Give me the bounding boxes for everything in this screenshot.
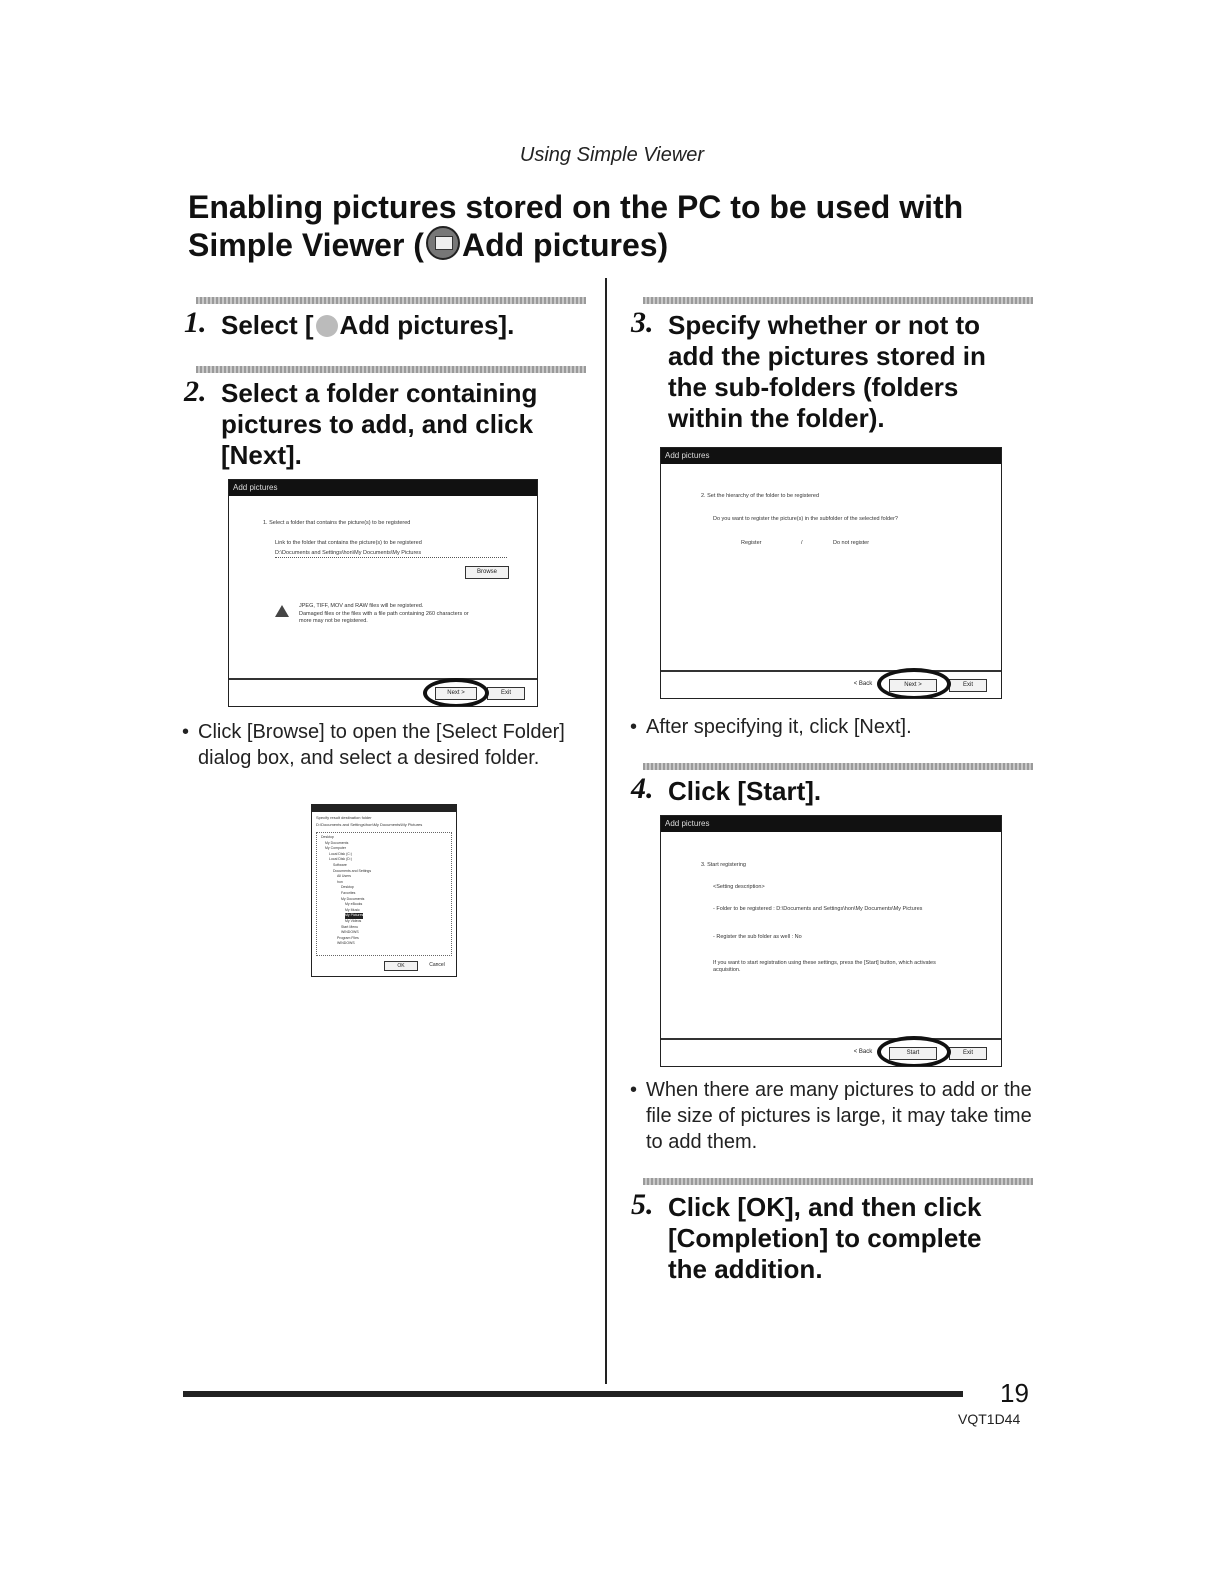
step-2-note [182,719,578,771]
exit-button[interactable]: Exit [949,679,987,692]
start-instruction: If you want to start registration using these settings, press the [Start] button, which activates acquisition. [713,960,936,973]
next-button[interactable]: Next > [435,687,477,700]
ok-button[interactable]: OK [384,961,418,971]
bullet-dot: • [182,721,190,743]
back-button[interactable]: < Back [853,1049,873,1055]
add-pictures-icon [426,226,460,260]
step-4-number: 4. [631,772,654,805]
folder-path-field[interactable]: D:\Documents and Settings\hon\My Documents\My Pictures [275,550,507,558]
next-button[interactable]: Next > [889,679,937,692]
option-separator: / [801,540,803,546]
step-1-text-b: Add pictures]. [339,310,515,340]
footer-rule [183,1391,963,1397]
step-4-bar [643,763,1033,770]
tree-item[interactable]: My Music [345,907,360,912]
tree-item[interactable]: Desktop [321,835,334,839]
step-4-note-text: When there are many pictures to add or the file size of pictures is large, it may take time to add them. [646,1079,1032,1153]
step-1-bar [196,297,586,304]
dialog-footer-rule [661,670,1001,672]
title-line-2a: Simple Viewer ( [188,227,424,263]
dialog-titlebar: Add pictures [661,448,1001,464]
step-2-text: Select a folder containing pictures to add, and click [Next]. [221,378,538,470]
select-folder-dialog [311,804,457,977]
tree-item[interactable]: WINDOWS [341,930,359,935]
bullet-dot: • [630,1079,638,1101]
dialog-instruction: 1. Select a folder that contains the picture(s) to be registered [263,520,411,526]
step-5-text: Click [OK], and then click [Completion] to complete the addition. [668,1192,982,1284]
step-3-note [630,714,1026,740]
dialog-instruction: 3. Start registering [701,862,746,868]
browse-button[interactable]: Browse [465,566,509,579]
tree-item[interactable]: All Users [337,874,352,879]
tree-item[interactable]: My eBooks [345,902,363,907]
highlight-ring [423,678,489,707]
step-1-text-a: Select [ [221,310,314,340]
tree-item-selected[interactable]: My Pictures [345,913,364,918]
dialog-titlebar [312,805,456,812]
step-5-bar [643,1178,1033,1185]
step-1-number: 1. [184,306,207,339]
tree-item[interactable]: Software [333,863,347,867]
tree-item[interactable]: My Computer [325,846,347,851]
tree-item[interactable]: My Documents [341,896,365,901]
exit-button[interactable]: Exit [487,687,525,700]
column-divider [605,278,607,1384]
title-line-1: Enabling pictures stored on the PC to be used with [188,189,964,225]
add-pictures-small-icon [316,315,338,337]
dialog-footer-rule [229,678,537,680]
add-pictures-dialog-step2 [228,479,538,707]
start-button[interactable]: Start [889,1047,937,1060]
tree-item[interactable]: My Documents [325,840,349,845]
tree-item[interactable]: Program Files [337,935,359,940]
page-title [188,188,1048,264]
tree-item[interactable]: Favorites [341,891,356,895]
step-3-note-text: After specifying it, click [Next]. [646,716,912,738]
tree-item[interactable]: hon [337,879,343,884]
step-3-text: Specify whether or not to add the pictures stored in the sub-folders (folders within the folder). [668,310,986,433]
exit-button[interactable]: Exit [949,1047,987,1060]
tree-item[interactable]: WINDOWS [337,941,355,946]
select-folder-caption: Specify result destination folder [316,815,372,820]
step-3-bar [643,297,1033,304]
step-2-note-text: Click [Browse] to open the [Select Folder] dialog box, and select a desired folder. [198,721,565,769]
tree-item[interactable]: Local Disk (D:) [329,857,352,862]
step-4-text: Click [Start]. [668,776,822,806]
document-code: VQT1D44 [958,1411,1021,1427]
register-subfolder-setting: - Register the sub folder as well : No [713,934,802,940]
tree-item[interactable]: Start Menu [341,924,359,929]
step-1-text [221,310,591,341]
tree-item[interactable]: Local Disk (C:) [329,851,352,856]
tree-item[interactable]: My Videos [345,919,362,923]
dialog-footer-rule [661,1038,1001,1040]
folder-tree[interactable] [316,832,452,956]
bullet-dot: • [630,716,638,738]
highlight-ring [877,1036,951,1067]
step-2-bar [196,366,586,373]
dialog-question: Do you want to register the picture(s) in the subfolder of the selected folder? [713,516,898,522]
back-button[interactable]: < Back [853,681,873,687]
cancel-button[interactable]: Cancel [429,962,445,968]
running-head: Using Simple Viewer [519,144,705,166]
add-pictures-dialog-step4 [660,815,1002,1067]
title-line-2b: Add pictures) [461,227,669,263]
setting-description-label: <Setting description> [713,884,765,890]
dialog-titlebar: Add pictures [229,480,537,496]
step-3-number: 3. [631,306,654,339]
warning-icon [275,605,289,617]
step-4-note [630,1077,1032,1155]
do-not-register-radio[interactable]: Do not register [833,540,870,546]
tree-item[interactable]: Desktop [341,885,354,890]
step-2-number: 2. [184,375,207,408]
step-5-number: 5. [631,1188,654,1221]
page-number: 19 [1000,1378,1029,1408]
register-radio[interactable]: Register [741,540,762,546]
folder-to-register: - Folder to be registered : D:\Documents and Settings\hon\My Documents\My Pictures [713,906,923,912]
highlight-ring [877,668,951,699]
folder-label: Link to the folder that contains the picture(s) to be registered [275,540,422,546]
warning-text-2: Damaged files or the files with a file path containing 260 characters or more may not be registered. [299,611,469,624]
dialog-titlebar: Add pictures [661,816,1001,832]
add-pictures-dialog-step3 [660,447,1002,699]
warning-text-1: JPEG, TIFF, MOV and RAW files will be registered. [299,603,424,609]
select-folder-path: D:\Documents and Settings\hon\My Documents\My Pictures [316,822,423,827]
tree-item[interactable]: Documents and Settings [333,868,372,873]
dialog-instruction: 2. Set the hierarchy of the folder to be registered [701,493,820,499]
